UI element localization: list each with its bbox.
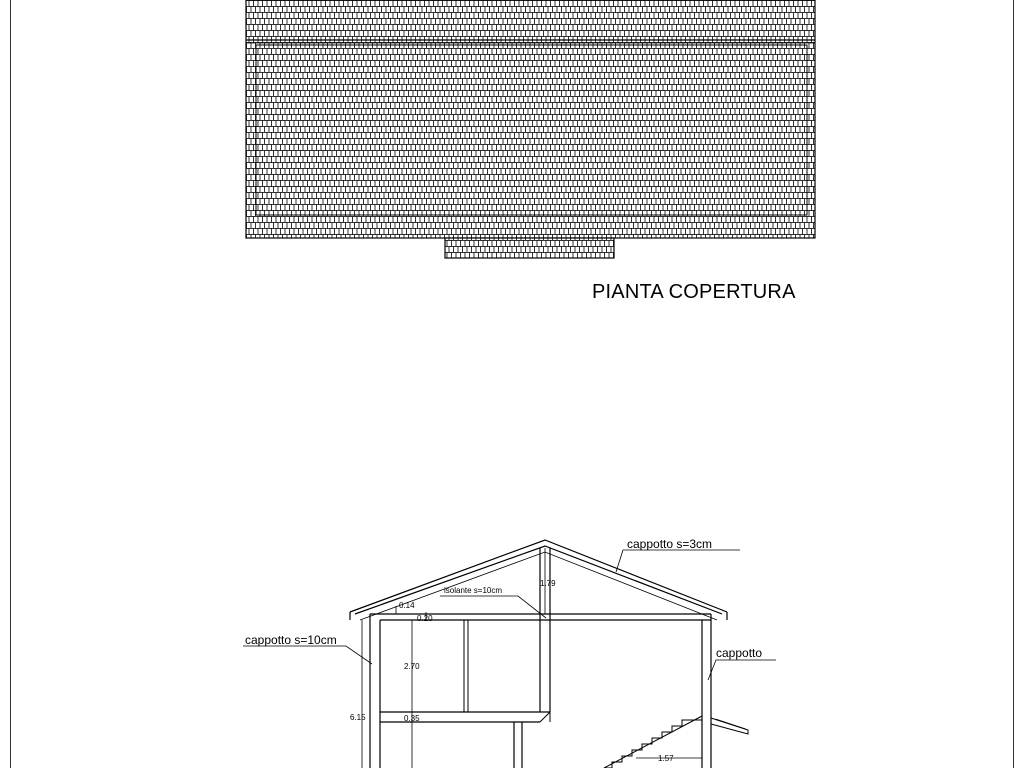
leader-isolante xyxy=(440,596,546,618)
staircase-stringer xyxy=(604,716,702,768)
roof-plan-projection xyxy=(445,238,614,258)
leader-cappotto-top xyxy=(616,550,623,572)
label-cappotto-right: cappotto xyxy=(716,646,763,660)
dim-stair: 1.57 xyxy=(658,754,674,763)
label-isolante: isolante s=10cm xyxy=(444,586,503,595)
dim-eave: 0.14 xyxy=(399,601,415,610)
leader-cappotto-left xyxy=(243,646,372,664)
roof-plan xyxy=(246,0,815,258)
dimension-lines xyxy=(243,548,776,768)
building-section xyxy=(350,540,748,768)
leader-cappotto-right xyxy=(708,660,776,680)
dim-slab-mid: 0.35 xyxy=(404,714,420,723)
plan-title: PIANTA COPERTURA xyxy=(592,281,796,303)
canopy-hatch xyxy=(716,719,746,729)
mid-slab-edge xyxy=(540,712,550,722)
dim-slab-top: 0.20 xyxy=(417,614,433,623)
roof-plan-outline xyxy=(246,0,815,238)
label-cappotto-left: cappotto s=10cm xyxy=(245,633,337,647)
dim-ridge-height: 1.79 xyxy=(540,579,556,588)
staircase-steps xyxy=(604,720,702,768)
dim-total-height: 6.15 xyxy=(350,713,366,722)
canopy-right xyxy=(711,718,748,734)
dim-floor-height: 2.70 xyxy=(404,662,420,671)
label-cappotto-top: cappotto s=3cm xyxy=(627,537,713,551)
